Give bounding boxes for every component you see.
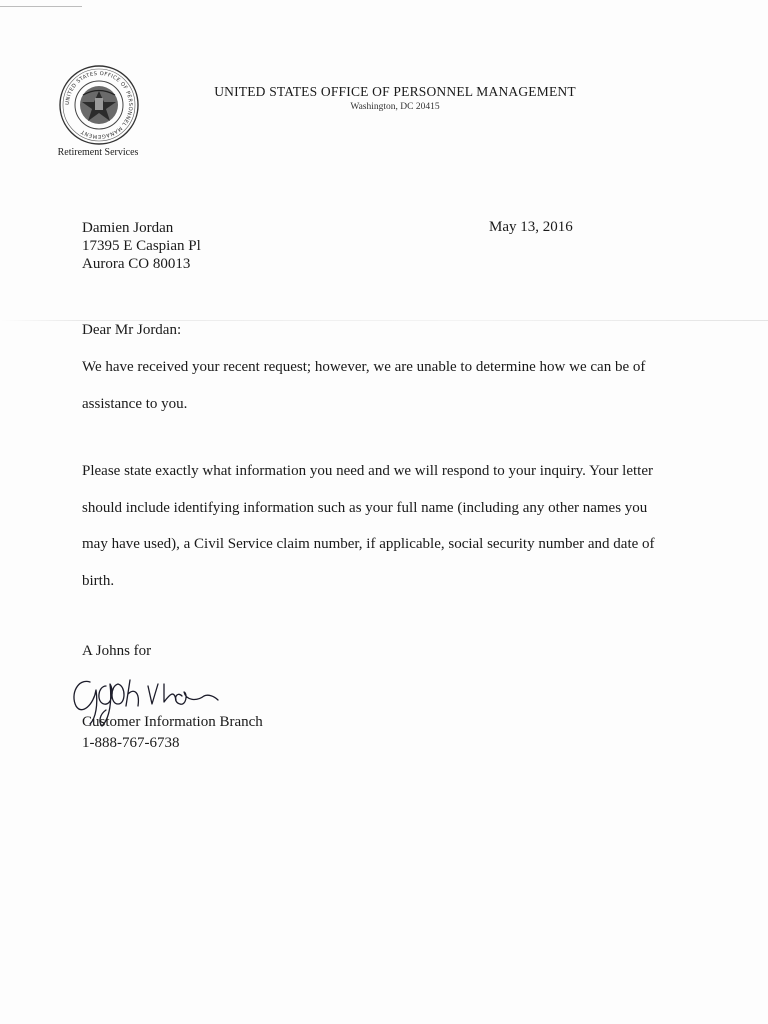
- body-line: Please state exactly what information you need and we will respond to your inquiry. Your letter: [82, 463, 653, 479]
- letter-date: May 13, 2016: [489, 219, 573, 235]
- agency-seal-icon: [58, 64, 140, 146]
- paper-fold-line: [0, 320, 768, 321]
- body-line: may have used), a Civil Service claim number, if applicable, social security number and date of: [82, 536, 655, 552]
- branch-phone: 1-888-767-6738: [82, 735, 180, 751]
- scan-artifact-line: [0, 6, 82, 7]
- body-line: birth.: [82, 573, 115, 589]
- branch-name: Customer Information Branch: [82, 714, 263, 730]
- department-name: Retirement Services: [57, 147, 139, 158]
- closing-line: A Johns for: [82, 643, 152, 659]
- body-line: We have received your recent request; however, we are unable to determine how we can be of: [82, 359, 646, 375]
- recipient-city: Aurora CO 80013: [82, 256, 191, 272]
- salutation: Dear Mr Jordan:: [82, 322, 182, 338]
- recipient-name: Damien Jordan: [82, 220, 174, 236]
- agency-address: Washington, DC 20415: [350, 102, 440, 112]
- body-line: should include identifying information such as your full name (including any other names you: [82, 500, 648, 516]
- recipient-street: 17395 E Caspian Pl: [82, 238, 201, 254]
- body-line: assistance to you.: [82, 396, 188, 412]
- seal-ring-text: UNITED STATES OFFICE OF PERSONNEL MANAGEMENT: [64, 70, 134, 140]
- agency-title: UNITED STATES OFFICE OF PERSONNEL MANAGEMENT: [214, 84, 576, 99]
